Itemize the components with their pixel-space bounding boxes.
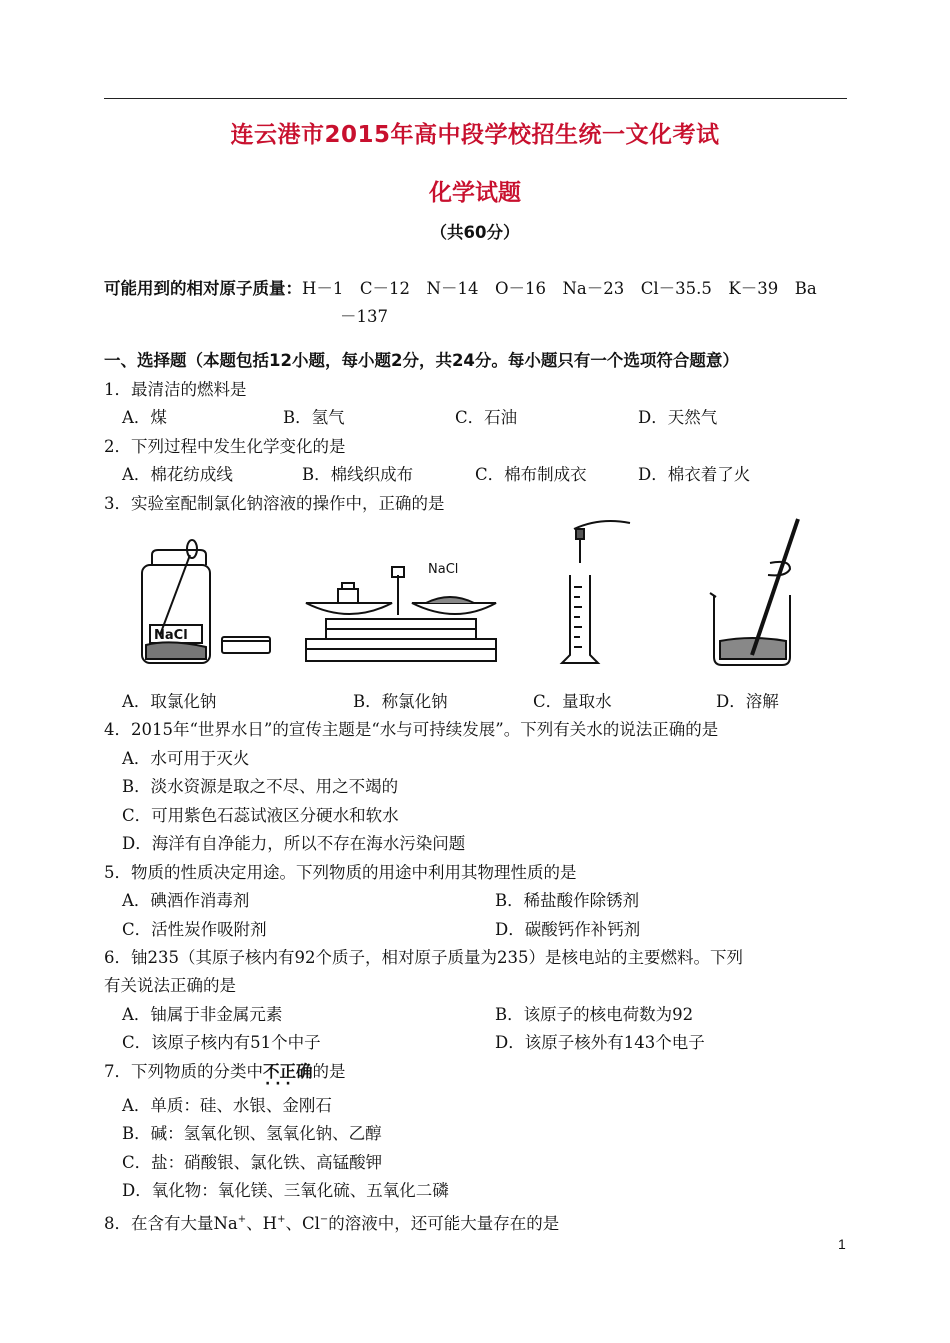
q3-option-c: C．量取水 <box>533 692 612 711</box>
question-7-stem <box>104 1062 346 1082</box>
section-heading: 一、选择题（本题包括12小题，每小题2分，共24分。每小题只有一个选项符合题意） <box>104 351 739 370</box>
q7-option-b: B．碱：氢氧化钡、氢氧化钠、乙醇 <box>122 1124 382 1143</box>
reagent-bottle-figure <box>142 540 270 663</box>
q8-mid-2: 、Cl <box>285 1214 320 1233</box>
q8-stem-pre: 8．在含有大量Na <box>104 1214 238 1233</box>
lab-operations-figure <box>130 515 830 685</box>
q3-option-d: D．溶解 <box>716 692 779 711</box>
q6-option-b: B．该原子的核电荷数为92 <box>495 1005 694 1024</box>
q5-option-d: D．碳酸钙作补钙剂 <box>495 920 641 939</box>
q2-option-a: A．棉花纺成线 <box>122 465 233 484</box>
q5-option-c: C．活性炭作吸附剂 <box>122 920 267 939</box>
q8-stem-post: 的溶液中，还可能大量存在的是 <box>328 1214 560 1233</box>
q4-option-a: A．水可用于灭火 <box>122 749 250 768</box>
atomic-masses-values: H－1 C－12 N－14 O－16 Na－23 Cl－35.5 K－39 Ba <box>302 279 817 298</box>
atomic-masses-line1 <box>104 279 817 299</box>
question-2-stem: 2．下列过程中发生化学变化的是 <box>104 437 346 456</box>
question-3-stem: 3．实验室配制氯化钠溶液的操作中，正确的是 <box>104 494 445 513</box>
q1-option-d: D．天然气 <box>638 408 718 427</box>
page-number: 1 <box>838 1236 846 1252</box>
question-1-stem: 1．最清洁的燃料是 <box>104 380 247 399</box>
q7-option-d: D．氧化物：氧化镁、三氧化硫、五氧化二磷 <box>122 1181 449 1200</box>
bottle-label: NaCl <box>154 628 188 643</box>
q6-option-d: D．该原子核外有143个电子 <box>495 1033 705 1052</box>
q4-option-b: B．淡水资源是取之不尽、用之不竭的 <box>122 777 399 796</box>
q8-mid-1: 、H <box>246 1214 278 1233</box>
beaker-figure <box>710 519 798 665</box>
question-8-stem <box>104 1210 559 1234</box>
q7-option-a: A．单质：硅、水银、金刚石 <box>122 1096 332 1115</box>
balance-label: NaCl <box>428 562 459 577</box>
q7-stem-post: 的是 <box>312 1062 346 1081</box>
q8-sup-2: + <box>277 1214 286 1225</box>
subject-title: 化学试题 <box>429 180 521 206</box>
q6-option-a: A．铀属于非金属元素 <box>122 1005 283 1024</box>
q1-option-b: B．氢气 <box>283 408 345 427</box>
q2-option-c: C．棉布制成衣 <box>475 465 587 484</box>
header-rule <box>104 98 847 99</box>
q8-sup-3: − <box>319 1214 329 1225</box>
total-score: （共60分） <box>430 223 520 242</box>
q7-emphasis: 不正确 · · · <box>263 1062 313 1081</box>
q4-option-d: D．海洋有自净能力，所以不存在海水污染问题 <box>122 834 466 853</box>
q2-option-b: B．棉线织成布 <box>302 465 414 484</box>
q6-option-c: C．该原子核内有51个中子 <box>122 1033 321 1052</box>
q7-option-c: C．盐：硝酸银、氯化铁、高锰酸钾 <box>122 1153 383 1172</box>
question-4-stem: 4．2015年“世界水日”的宣传主题是“水与可持续发展”。下列有关水的说法正确的是 <box>104 720 719 739</box>
atomic-masses-line2: －137 <box>340 307 388 326</box>
q3-option-b: B．称氯化钠 <box>353 692 448 711</box>
q1-option-c: C．石油 <box>455 408 518 427</box>
q4-option-c: C．可用紫色石蕊试液区分硬水和软水 <box>122 806 399 825</box>
q5-option-a: A．碘酒作消毒剂 <box>122 891 250 910</box>
question-6-stem-line1: 6．铀235（其原子核内有92个质子，相对原子质量为235）是核电站的主要燃料。下列 <box>104 948 743 967</box>
q1-option-a: A．煤 <box>122 408 167 427</box>
q2-option-d: D．棉衣着了火 <box>638 465 751 484</box>
exam-title: 连云港市2015年高中段学校招生统一文化考试 <box>230 122 720 148</box>
q8-sup-1: + <box>237 1214 247 1225</box>
balance-figure <box>306 567 496 661</box>
question-6-stem-line2: 有关说法正确的是 <box>104 976 236 995</box>
q3-option-a: A．取氯化钠 <box>122 692 217 711</box>
q7-stem-pre: 7．下列物质的分类中 <box>104 1062 263 1081</box>
graduated-cylinder-figure <box>562 521 630 663</box>
atomic-masses-label: 可能用到的相对原子质量： <box>104 279 302 298</box>
q5-option-b: B．稀盐酸作除锈剂 <box>495 891 640 910</box>
question-5-stem: 5．物质的性质决定用途。下列物质的用途中利用其物理性质的是 <box>104 863 577 882</box>
